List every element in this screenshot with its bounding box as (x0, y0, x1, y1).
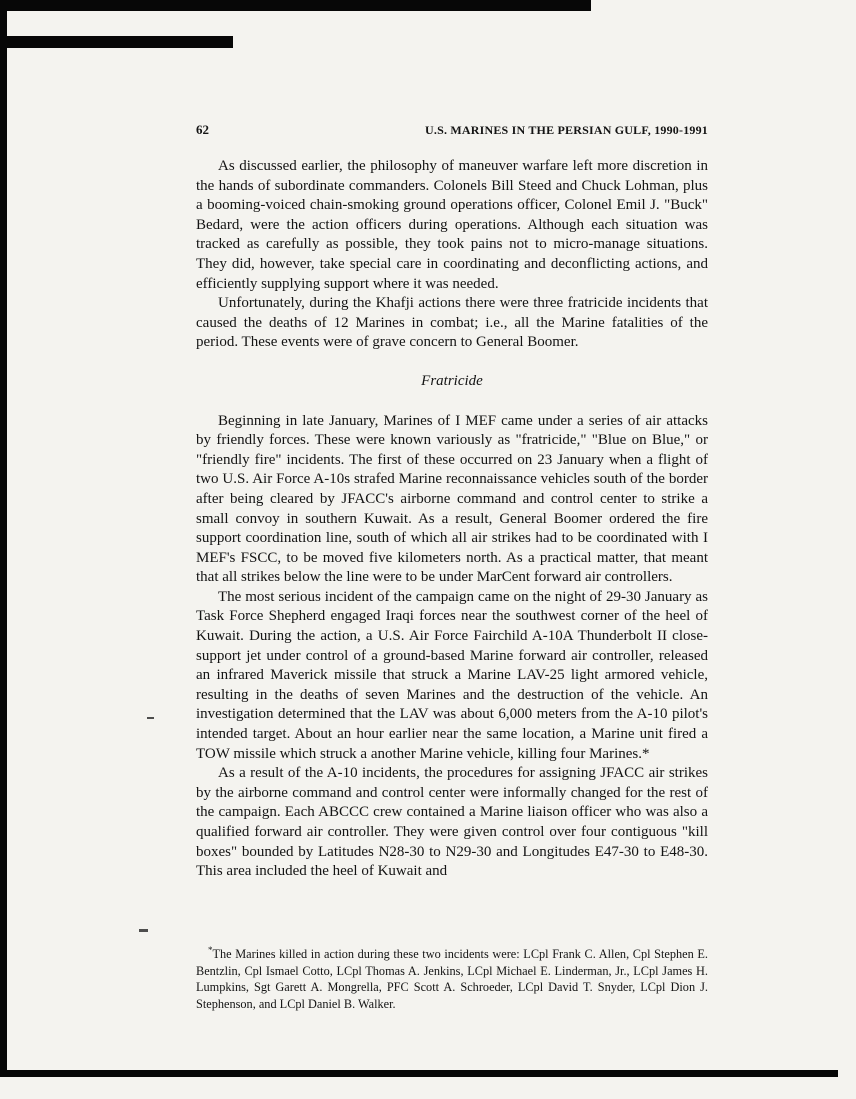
running-header: U.S. MARINES IN THE PERSIAN GULF, 1990-1991 (425, 123, 708, 137)
scan-edge-left (0, 0, 7, 1077)
page-number: 62 (196, 122, 209, 137)
paragraph-intro-1: As discussed earlier, the philosophy of maneuver warfare left more discretion in the hands of subordinate commanders. Colonels Bill Steed and Chuck Lohman, plus a booming-voiced chain-smoking ground operations officer, Colonel Emil J. "Buck" Bedard, were the action officers during operations. Although each situation was tracked as carefully as possible, they took pains not to micro-manage situations. They did, however, take special care in coordinating and deconflicting actions, and efficiently supplying support where it was needed. (196, 158, 708, 292)
footnote-paragraph (196, 946, 708, 1012)
scan-edge-bottom (0, 1070, 838, 1077)
footnote-text: The Marines killed in action during these two incidents were: LCpl Frank C. Allen, Cpl Stephen E. Bentzlin, Cpl Ismael Cotto, LCpl Thomas A. Jenkins, LCpl Michael E. Linderman, Jr., LCpl James H. Lumpkins, Sgt Garett A. Mongrella, PFC Scott A. Schroeder, LCpl David T. Snyder, LCpl Dion J. Stephenson, and LCpl Daniel B. Walker. (196, 947, 708, 1011)
section-heading: Fratricide (421, 372, 483, 389)
scan-artifact (147, 717, 154, 719)
body-text (196, 157, 708, 882)
page-content (196, 122, 708, 882)
scan-edge-top (0, 0, 591, 11)
paragraph-section-1: Beginning in late January, Marines of I MEF came under a series of air attacks by friendly forces. These were known variously as "fratricide," "Blue on Blue," or "friendly fire" incidents. The first of these occurred on 23 January when a flight of two U.S. Air Force A-10s strafed Marine reconnaissance vehicles south of the border after being cleared by JFACC's airborne command and control center to strike a small convoy in southern Kuwait. As a result, General Boomer ordered the fire support coordination line, south of which all air strikes had to be coordinated with I MEF's FSCC, to be moved five kilometers north. As a practical matter, that meant that all strikes below the line were to be under MarCent forward air controllers. (196, 412, 708, 586)
paragraph-section-3: As a result of the A-10 incidents, the procedures for assigning JFACC air strikes by the airborne command and control center were informally changed for the rest of the campaign. Each ABCCC crew contained a Marine liaison officer who was also a qualified forward air controller. They were given control over four contiguous "kill boxes" bounded by Latitudes N28-30 to N29-30 and Longitudes E47-30 to E48-30. This area included the heel of Kuwait and (196, 765, 708, 880)
footnote-marker: * (208, 944, 213, 955)
scan-edge-top-left (0, 36, 233, 48)
page-header (196, 122, 708, 138)
footnote (196, 946, 708, 1012)
scan-artifact (139, 929, 148, 932)
paragraph-intro-2: Unfortunately, during the Khafji actions there were three fratricide incidents that caused the deaths of 12 Marines in combat; i.e., all the Marine fatalities of the period. These events were of grave concern to General Boomer. (196, 295, 708, 351)
paragraph-section-2: The most serious incident of the campaign came on the night of 29-30 January as Task Force Shepherd engaged Iraqi forces near the southwest corner of the heel of Kuwait. During the action, a U.S. Air Force Fairchild A-10A Thunderbolt II close-support jet under control of a ground-based Marine forward air controller, released an infrared Maverick missile that struck a Marine LAV-25 light armored vehicle, resulting in the deaths of seven Marines and the destruction of the vehicle. An investigation determined that the LAV was about 6,000 meters from the A-10 pilot's intended target. About an hour earlier near the same location, a Marine unit fired a TOW missile which struck a another Marine vehicle, killing four Marines.* (196, 588, 708, 762)
